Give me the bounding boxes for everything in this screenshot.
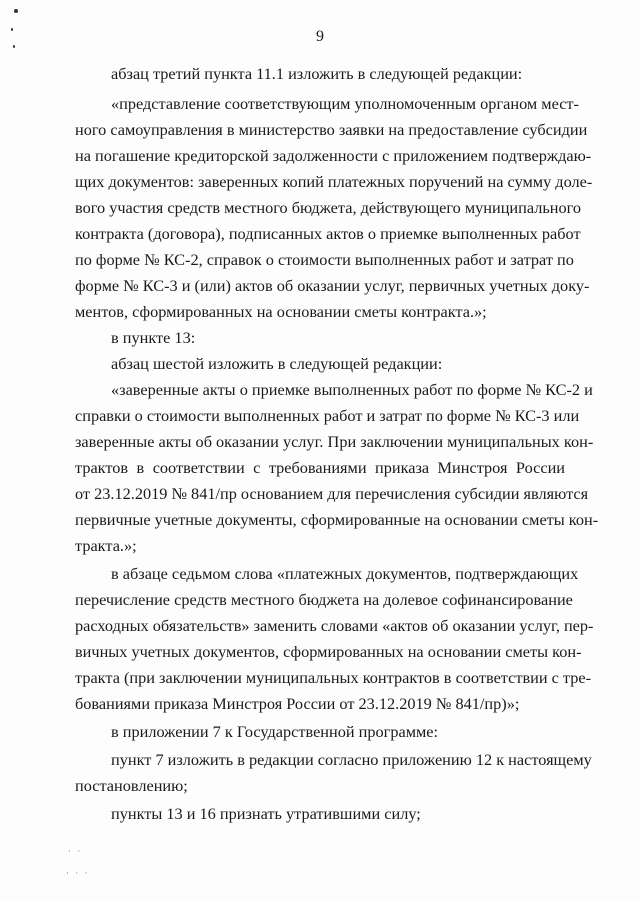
text-line: расходных обязательств» заменить словами «актов об оказании услуг, пер- [75, 616, 594, 635]
text-line: первичные учетные документы, сформированные на основании сметы кон- [75, 510, 599, 529]
text-line: пункт 7 изложить в редакции согласно приложению 12 к настоящему [111, 750, 592, 769]
text-line: абзац шестой изложить в следующей редакции: [111, 354, 443, 373]
text-line: «заверенные акты о приемке выполненных работ по форме № КС-2 и [111, 380, 593, 399]
text-line: трактов в соответствии с требованиями приказа Минстроя России [75, 458, 565, 477]
text-line: в приложении 7 к Государственной программе: [111, 722, 439, 741]
text-line: «представление соответствующим уполномоченным органом мест- [111, 94, 579, 113]
text-line: в абзаце седьмом слова «платежных документов, подтверждающих [111, 564, 579, 583]
text-line: форме № КС-3 и (или) актов об оказании услуг, первичных учетных доку- [75, 276, 590, 295]
text-line: вичных учетных документов, сформированных на основании сметы кон- [75, 642, 582, 661]
text-line: бованиями приказа Минстроя России от 23.12.2019 № 841/пр)»; [75, 694, 520, 713]
text-line: на погашение кредиторской задолженности с приложением подтверждаю- [75, 146, 592, 165]
text-line: тракта (при заключении муниципальных контрактов в соответствии с тре- [75, 668, 592, 687]
scan-speck: · · · [66, 868, 90, 878]
page-number: 9 [316, 28, 324, 45]
text-line: ного самоуправления в министерство заявки на предоставление субсидии [75, 120, 588, 139]
text-line: тракта.»; [75, 536, 137, 555]
text-line: абзац третий пункта 11.1 изложить в следующей редакции: [111, 64, 523, 83]
text-line: заверенные акты об оказании услуг. При заключении муниципальных кон- [75, 432, 594, 451]
text-line: щих документов: заверенных копий платежных поручений на сумму доле- [75, 172, 593, 191]
text-line: постановлению; [75, 776, 188, 795]
text-line: справки о стоимости выполненных работ и затрат по форме № КС-3 или [75, 406, 580, 425]
text-line: ментов, сформированных на основании сметы контракта.»; [75, 302, 487, 321]
scan-dot [14, 9, 18, 13]
text-line: от 23.12.2019 № 841/пр основанием для перечисления субсидии являются [75, 484, 589, 503]
text-line: в пункте 13: [111, 328, 196, 347]
text-line: по форме № КС-2, справок о стоимости выполненных работ и затрат по [75, 250, 574, 269]
text-line: контракта (договора), подписанных актов о приемке выполненных работ [75, 224, 581, 243]
text-line: перечисление средств местного бюджета на долевое софинансирование [75, 590, 573, 609]
text-line: вого участия средств местного бюджета, действующего муниципального [75, 198, 582, 217]
text-line: пункты 13 и 16 признать утратившими силу; [111, 804, 421, 823]
scan-speck: · · [68, 846, 83, 856]
